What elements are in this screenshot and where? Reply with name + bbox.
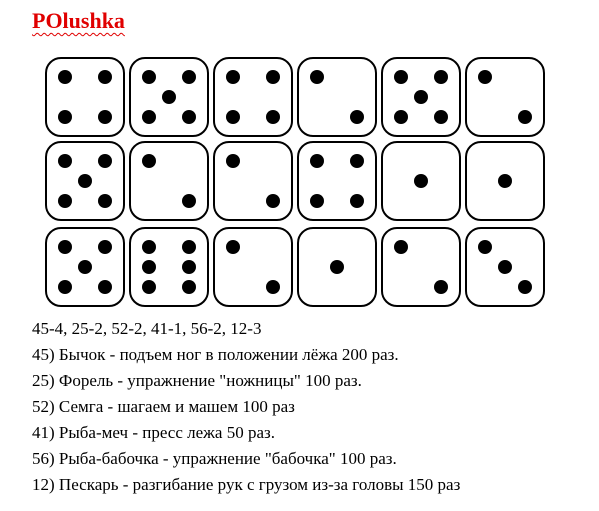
- die-face: [213, 141, 293, 221]
- die-face: [213, 227, 293, 307]
- die-face: [465, 227, 545, 307]
- die-pip: [478, 70, 492, 84]
- die-face: [297, 141, 377, 221]
- die-pip: [142, 110, 156, 124]
- exercise-line: 12) Пескарь - разгибание рук с грузом из-за головы 150 раз: [32, 475, 461, 494]
- exercise-line: 25) Форель - упражнение "ножницы" 100 раз.: [32, 371, 362, 390]
- die-pip: [434, 280, 448, 294]
- die-pip: [182, 280, 196, 294]
- die-pip: [182, 240, 196, 254]
- die-pip: [98, 154, 112, 168]
- die-face: [45, 141, 125, 221]
- die-pip: [58, 280, 72, 294]
- die-face: [129, 141, 209, 221]
- die-pip: [142, 70, 156, 84]
- die-pip: [518, 280, 532, 294]
- exercise-line: 52) Семга - шагаем и машем 100 раз: [32, 397, 295, 416]
- die-pip: [58, 194, 72, 208]
- die-face: [45, 57, 125, 137]
- die-pip: [266, 280, 280, 294]
- die-pip: [310, 70, 324, 84]
- die-face: [465, 141, 545, 221]
- die-pip: [58, 110, 72, 124]
- die-face: [297, 57, 377, 137]
- die-pip: [310, 154, 324, 168]
- die-pip: [182, 110, 196, 124]
- die-pip: [98, 110, 112, 124]
- die-pip: [142, 260, 156, 274]
- die-face: [465, 57, 545, 137]
- exercise-line: 56) Рыба-бабочка - упражнение "бабочка" 100 раз.: [32, 449, 397, 468]
- die-pip: [478, 240, 492, 254]
- die-pip: [394, 70, 408, 84]
- die-pip: [350, 110, 364, 124]
- die-pip: [182, 260, 196, 274]
- die-pip: [58, 240, 72, 254]
- die-face: [381, 57, 461, 137]
- die-face: [129, 57, 209, 137]
- die-pip: [98, 194, 112, 208]
- die-pip: [182, 70, 196, 84]
- die-pip: [414, 174, 428, 188]
- die-pip: [142, 240, 156, 254]
- exercise-line: 45) Бычок - подъем ног в положении лёжа 200 раз.: [32, 345, 399, 364]
- die-pip: [58, 70, 72, 84]
- die-pip: [394, 240, 408, 254]
- die-face: [213, 57, 293, 137]
- die-pip: [350, 194, 364, 208]
- die-pip: [350, 154, 364, 168]
- die-pip: [78, 260, 92, 274]
- die-face: [129, 227, 209, 307]
- die-pip: [226, 110, 240, 124]
- page-title: POlushka: [32, 8, 125, 33]
- die-pip: [434, 70, 448, 84]
- die-pip: [162, 90, 176, 104]
- die-pip: [78, 174, 92, 188]
- die-pip: [266, 110, 280, 124]
- exercise-line: 41) Рыба-меч - пресс лежа 50 раз.: [32, 423, 275, 442]
- die-pip: [266, 194, 280, 208]
- die-pip: [498, 260, 512, 274]
- die-pip: [226, 240, 240, 254]
- die-pip: [142, 280, 156, 294]
- die-pip: [98, 280, 112, 294]
- die-pip: [226, 154, 240, 168]
- die-pip: [310, 194, 324, 208]
- die-face: [381, 227, 461, 307]
- codes-line: 45-4, 25-2, 52-2, 41-1, 56-2, 12-3: [32, 319, 262, 338]
- die-pip: [182, 194, 196, 208]
- die-face: [381, 141, 461, 221]
- die-pip: [414, 90, 428, 104]
- die-pip: [98, 240, 112, 254]
- die-pip: [142, 154, 156, 168]
- description-text: [32, 316, 460, 498]
- die-pip: [226, 70, 240, 84]
- die-pip: [434, 110, 448, 124]
- die-pip: [498, 174, 512, 188]
- die-pip: [266, 70, 280, 84]
- die-pip: [518, 110, 532, 124]
- die-pip: [98, 70, 112, 84]
- die-face: [45, 227, 125, 307]
- die-face: [297, 227, 377, 307]
- die-pip: [394, 110, 408, 124]
- die-pip: [58, 154, 72, 168]
- die-pip: [330, 260, 344, 274]
